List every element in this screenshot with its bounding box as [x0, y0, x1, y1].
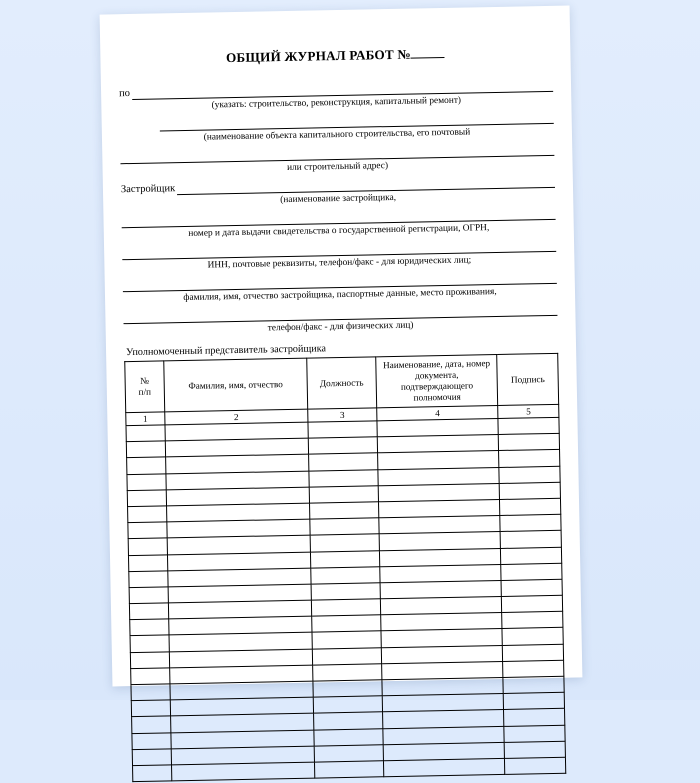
table-cell[interactable] [132, 749, 171, 766]
table-cell[interactable] [503, 676, 564, 693]
table-cell[interactable] [501, 547, 562, 564]
table-cell[interactable] [312, 631, 382, 649]
table-cell[interactable] [501, 579, 562, 596]
table-cell[interactable] [126, 425, 165, 442]
table-cell[interactable] [309, 486, 379, 504]
caption-registration: номер и дата выдачи свидетельства о государственной регистрации, ОГРН, [188, 223, 490, 239]
table-cell[interactable] [129, 587, 168, 604]
table-cell[interactable] [502, 628, 563, 645]
table-cell[interactable] [126, 441, 165, 458]
table-header-number-top: № [140, 375, 150, 386]
table-header-document-line3: полномочия [413, 391, 461, 403]
table-cell[interactable] [313, 696, 383, 714]
column-number-5: 5 [498, 404, 559, 418]
table-header-row [125, 353, 559, 412]
table-cell[interactable] [128, 522, 167, 539]
table-cell[interactable] [314, 745, 384, 763]
table-cell[interactable] [314, 761, 384, 779]
caption-personal: фамилия, имя, отчество застройщика, паспортные данные, место проживания, [183, 287, 497, 304]
table-cell[interactable] [127, 473, 166, 490]
table-cell[interactable] [130, 635, 169, 652]
table-header-signature: Подпись [497, 353, 559, 405]
table-cell[interactable] [127, 490, 166, 507]
table-cell[interactable] [313, 712, 383, 730]
table-cell[interactable] [500, 531, 561, 548]
caption-po: (указать: строительство, реконструкция, капитальный ремонт) [211, 95, 462, 111]
table-cell[interactable] [503, 660, 564, 677]
table-header-number-bottom: п/п [138, 386, 152, 397]
table-cell[interactable] [310, 518, 380, 536]
caption-developer: (наименование застройщика, [280, 192, 397, 206]
table-header-number [125, 361, 165, 413]
representatives-table [124, 353, 566, 782]
table-cell[interactable] [133, 765, 172, 782]
table-cell[interactable] [504, 725, 565, 742]
table-cell[interactable] [308, 421, 378, 439]
page-title [118, 44, 552, 68]
table-cell[interactable] [505, 757, 566, 774]
table-cell[interactable] [128, 506, 167, 523]
table-header-document-line2: документа, подтверждающего [400, 369, 474, 392]
caption-phone: телефон/факс - для физических лиц) [267, 320, 414, 334]
table-cell[interactable] [312, 647, 382, 665]
column-number-4: 4 [377, 405, 498, 420]
table-cell[interactable] [499, 434, 560, 451]
table-cell[interactable] [132, 732, 171, 749]
table-cell[interactable] [504, 709, 565, 726]
table-cell[interactable] [311, 583, 381, 601]
table-cell[interactable] [499, 466, 560, 483]
table-cell[interactable] [132, 716, 171, 733]
table-cell[interactable] [500, 514, 561, 531]
table-cell[interactable] [131, 668, 170, 685]
table-cell[interactable] [502, 612, 563, 629]
column-number-3: 3 [308, 408, 378, 422]
table-cell[interactable] [502, 595, 563, 612]
table-cell[interactable] [314, 728, 384, 746]
table-cell[interactable] [311, 599, 381, 617]
table-body [126, 404, 566, 781]
table-cell[interactable] [498, 417, 559, 434]
table-header-document [376, 355, 498, 408]
caption-inn: ИНН, почтовые реквизиты, телефон/факс - для юридических лиц; [207, 255, 472, 271]
table-cell[interactable] [131, 684, 170, 701]
caption-object-name: (наименование объекта капитального строительства, его почтовый [203, 127, 471, 143]
label-developer: Застройщик [120, 183, 176, 196]
table-cell[interactable] [310, 534, 380, 552]
table-cell[interactable] [499, 450, 560, 467]
table-cell[interactable] [312, 615, 382, 633]
caption-address: или строительный адрес) [286, 161, 389, 174]
table-cell[interactable] [171, 762, 314, 781]
table-cell[interactable] [313, 680, 383, 698]
table-cell[interactable] [503, 644, 564, 661]
title-blank-line [411, 57, 445, 59]
table-cell[interactable] [128, 538, 167, 555]
table-cell[interactable] [308, 437, 378, 455]
table-cell[interactable] [504, 692, 565, 709]
table-cell[interactable] [384, 758, 506, 777]
table-cell[interactable] [129, 603, 168, 620]
table-cell[interactable] [309, 469, 379, 487]
table-header-position: Должность [307, 357, 377, 409]
table-cell[interactable] [500, 482, 561, 499]
page-title-text: ОБЩИЙ ЖУРНАЛ РАБОТ № [225, 46, 411, 66]
table-cell[interactable] [308, 453, 378, 471]
table-cell[interactable] [501, 563, 562, 580]
table-cell[interactable] [500, 498, 561, 515]
table-cell[interactable] [128, 554, 167, 571]
table-cell[interactable] [130, 619, 169, 636]
document-page [100, 6, 583, 687]
table-cell[interactable] [131, 700, 170, 717]
section-label-representative: Уполномоченный представитель застройщика [125, 343, 327, 359]
table-cell[interactable] [127, 457, 166, 474]
column-number-2: 2 [165, 409, 308, 425]
table-cell[interactable] [130, 651, 169, 668]
document-content [118, 28, 564, 676]
table-cell[interactable] [310, 550, 380, 568]
label-po: по [119, 88, 131, 100]
table-header-fullname: Фамилия, имя, отчество [164, 358, 308, 412]
table-cell[interactable] [309, 502, 379, 520]
column-number-1: 1 [126, 412, 165, 426]
table-cell[interactable] [504, 741, 565, 758]
table-cell[interactable] [129, 571, 168, 588]
table-cell[interactable] [312, 664, 382, 682]
table-cell[interactable] [311, 566, 381, 584]
table-header-document-line1: Наименование, дата, номер [383, 358, 491, 371]
